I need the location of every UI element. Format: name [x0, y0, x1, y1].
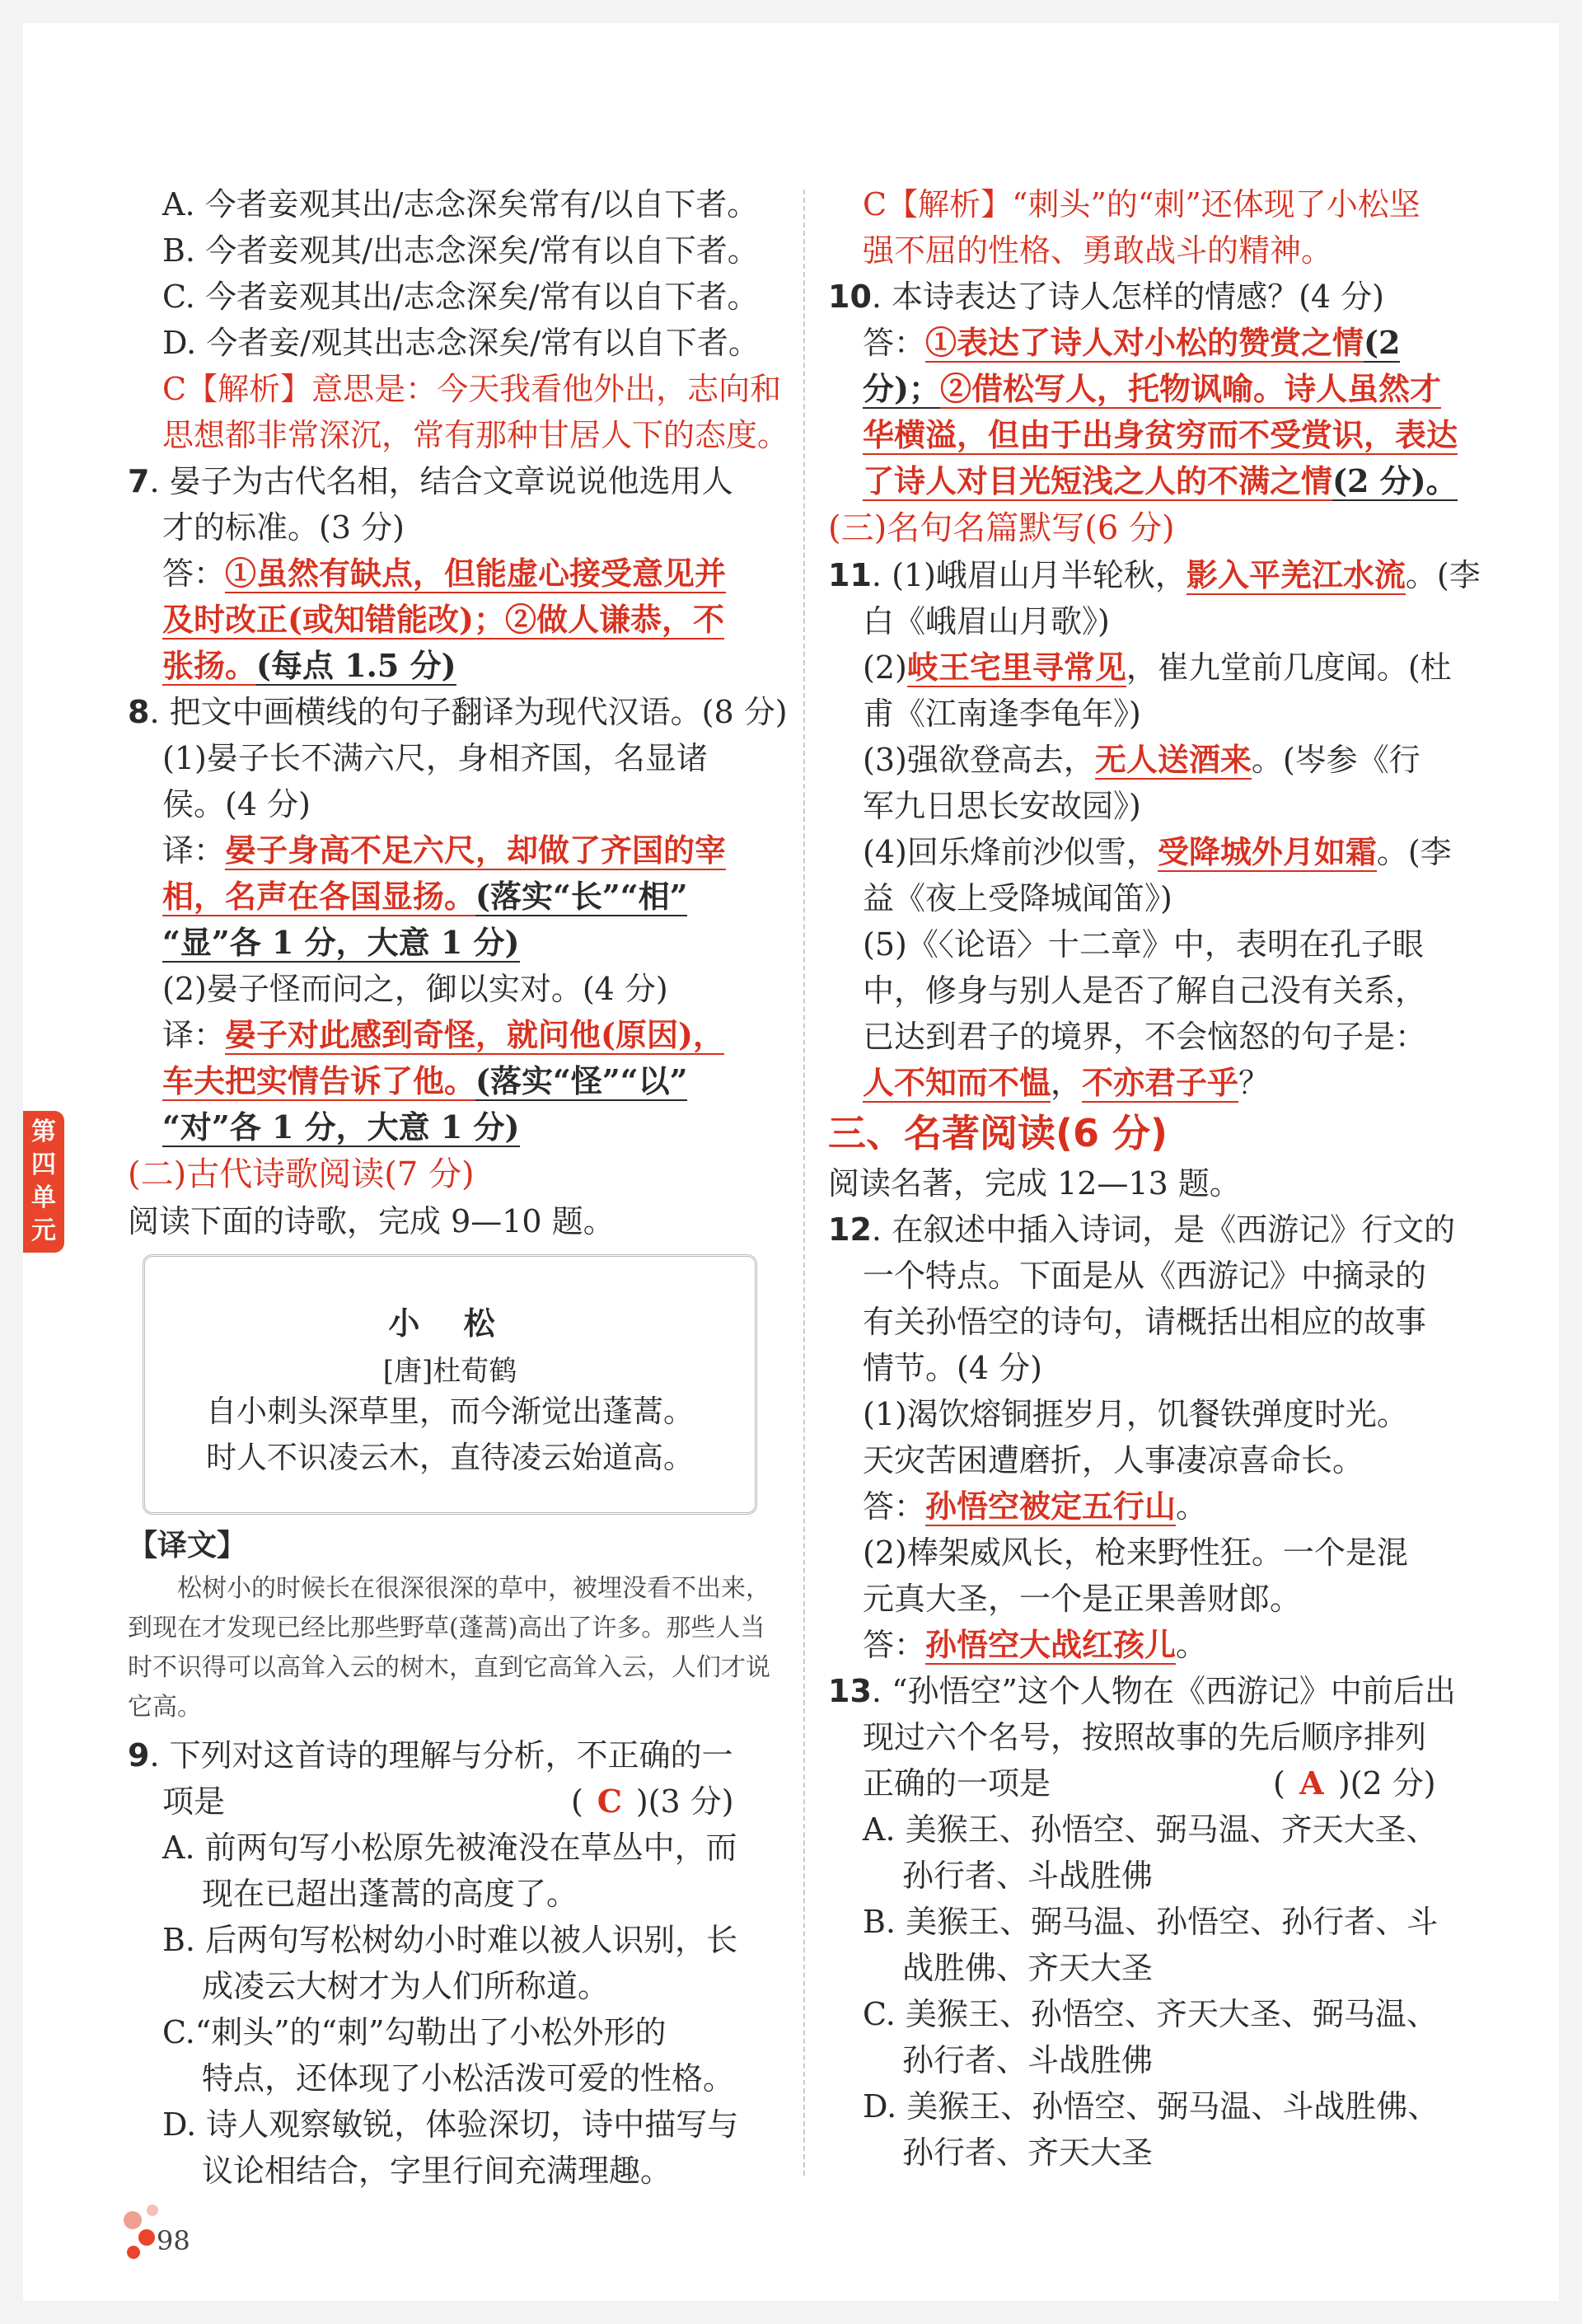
q11-item4-answer: 受降城外月如霜 — [1157, 833, 1377, 870]
q9-number: 9 — [128, 1737, 150, 1773]
q11-item2-line2: 甫《江南逢李龟年》) — [863, 696, 1141, 732]
q11-item4-post: 。(李 — [1376, 834, 1452, 870]
q8-s2-answer-line1: 晏子对此感到奇怪，就问他(原因)， — [225, 1016, 724, 1053]
q8-s1-note: (落实“长”“相” — [475, 878, 688, 915]
q8-sentence1: (1)晏子长不满六尺，身相齐国，名显诸 — [162, 740, 708, 776]
q13-option-c: C. 美猴王、孙悟空、齐天大圣、弼马温、 — [863, 1996, 1438, 2032]
q8-s2-note: (落实“怪”“以” — [475, 1062, 688, 1099]
q11-item3-pre: (3)强欲登高去， — [863, 742, 1095, 778]
q12-poem1-line1: (1)渴饮熔铜捱岁月，饥餐铁弹度时光。 — [863, 1396, 1408, 1432]
q8-sentence1-line2: 侯。(4 分) — [162, 786, 311, 822]
q13-option-b: B. 美猴王、弼马温、孙悟空、孙行者、斗 — [863, 1904, 1439, 1940]
q11-item4-pre: (4)回乐烽前沙似雪， — [863, 834, 1158, 870]
q13-option-b-line2: 战胜佛、齐天大圣 — [902, 1950, 1154, 1986]
q9-option-a-line2: 现在已超出蓬蒿的高度了。 — [202, 1876, 578, 1912]
q11-item2-answer: 岐王宅里寻常见 — [906, 649, 1126, 686]
q12-stem-line2: 一个特点。下面是从《西游记》中摘录的 — [863, 1258, 1427, 1294]
q10-answer-prefix: 答： — [863, 325, 926, 361]
q11-item5-end: ？ — [1238, 1065, 1271, 1101]
q7-stem: 晏子为古代名相，结合文章说说他选用人 — [169, 463, 733, 499]
q11-item3-answer: 无人送酒来 — [1094, 741, 1252, 778]
q13-number: 13 — [828, 1673, 872, 1709]
q13-option-a: A. 美猴王、孙悟空、弼马温、齐天大圣、 — [863, 1811, 1438, 1848]
q12-poem2-line1: (2)棒架威风长，枪来野性狂。一个是混 — [863, 1534, 1408, 1571]
q6-analysis-line2: 思想都非常深沉，常有那种甘居人下的态度。 — [162, 417, 789, 453]
q10-stem: 本诗表达了诗人怎样的情感？(4 分) — [892, 279, 1384, 315]
q10-answer-line2-score: 分)； — [863, 370, 940, 407]
q8-s2-note-line2: “对”各 1 分，大意 1 分) — [162, 1108, 520, 1146]
q13-option-d-line2: 孙行者、齐天大圣 — [902, 2134, 1154, 2171]
q9-answer-choice: C — [597, 1783, 622, 1820]
q11-number: 11 — [828, 557, 872, 593]
q6-option-a: A. 今者妾观其出/志念深矣常有/以自下者。 — [162, 186, 759, 223]
q12-answer2: 孙悟空大战红孩儿 — [925, 1626, 1177, 1663]
q12-answer1: 孙悟空被定五行山 — [925, 1488, 1177, 1525]
q11-item3-post: 。(岑参《行 — [1251, 742, 1421, 778]
left-column: A. 今者妾观其出/志念深矣常有/以自下者。 B. 今者妾观其/出志念深矣/常有以自下者。 C. 今者妾观其出/志念深矣/常有以自下者。 D. 今者妾/观其出志念深矣/常有以自下者。 C【解析】意思是：今天我看他外出，志向和 思想都非常深沉，常有那种甘居人下的态度。 7. 晏子为古代名相，结合文章说说他选用人 才的标准。(3 分) 答：①虽然有缺点，但能虚心接受意见并 及时改正(或知错能改)；②做人谦恭，不 张扬。(每点 1.5 分) 8. 把文中画横线的句子翻译为现代汉语。(8 分) (1)晏子长不满六尺，身相齐国，名显诸 侯。(4 分) 译：晏子身高不足六尺，却做了齐国的宰 相，名声在各国显扬。(落实“长”“相” “显”各 1 分，大意 1 分) (2)晏子怪而问之，御以实对。(4 分) 译：晏子对此感到奇怪，就问他(原因)， 车夫把实情告诉了他。(落实“怪”“以” “对”各 1 分，大意 1 分) (二)古代诗歌阅读(7 分) 阅读下面的诗歌，完成 9—10 题。 小 松 [唐]杜荀鹤 自小刺头深草里，而今渐觉出蓬蒿。 时人不识凌云木，直待凌云始道高。 【译文】 松树小的时候长在很深很深的草中，被埋没看不出来，到现在才发现已经比那些野草(蓬蒿)高出了许多。那些人当时不识得可以高耸入云的树木，直到它高耸入云，人们才说它高。 9. 下列对这首诗的理解与分析，不正确的一 项是 ( C )(3 分) A. 前两句写小松原先被淹没在草丛中，而 现在已超出蓬蒿的高度了。 B. 后两句写松树幼小时难以被人识别，长 成凌云大树才为人们所称道。 C.“刺头”的“刺”勾勒出了小松外形的 特点，还体现了小松活泼可爱的性格。 D. 诗人观察敏锐，体验深切，诗中描写与 议论相结合，字里行间充满理趣。 — [128, 181, 779, 2194]
poem-line2: 时人不识凌云木，直待凌云始道高。 — [206, 1440, 694, 1475]
q10-number: 10 — [828, 279, 872, 315]
q6-option-d: D. 今者妾/观其出志念深矣/常有以自下者。 — [162, 325, 760, 361]
q11-item5-sep: ， — [1051, 1065, 1083, 1101]
page-number: 98 — [157, 2225, 190, 2256]
q8-s2-answer-line2: 车夫把实情告诉了他。 — [162, 1062, 476, 1099]
q9-paren-close: )(3 分) — [635, 1783, 734, 1820]
q9-analysis-line1: C【解析】“刺头”的“刺”还体现了小松坚 — [863, 186, 1421, 223]
q9-option-d-line2: 议论相结合，字里行间充满理趣。 — [202, 2153, 672, 2189]
q9-option-a: A. 前两句写小松原先被淹没在草丛中，而 — [162, 1830, 737, 1866]
q13-stem-line2: 现过六个名号，按照故事的先后顺序排列 — [863, 1719, 1427, 1755]
q12-stem: 在叙述中插入诗词，是《西游记》行文的 — [892, 1211, 1456, 1248]
q7-answer-prefix: 答： — [162, 555, 226, 592]
q9-option-d: D. 诗人观察敏锐，体验深切，诗中描写与 — [162, 2106, 739, 2143]
q11-item2-post: ，崔九堂前几度闻。(杜 — [1126, 649, 1452, 686]
q7-answer-line3: 张扬。 — [162, 647, 257, 684]
part3-intro: 阅读名著，完成 12—13 题。 — [828, 1165, 1241, 1202]
q13-option-d: D. 美猴王、孙悟空、弼马温、斗战胜佛、 — [863, 2088, 1439, 2125]
section2-intro: 阅读下面的诗歌，完成 9—10 题。 — [128, 1203, 615, 1239]
q8-sentence2: (2)晏子怪而问之，御以实对。(4 分) — [162, 971, 668, 1007]
q7-answer-line1: ①虽然有缺点，但能虚心接受意见并 — [225, 555, 727, 592]
q11-item2-pre: (2) — [863, 649, 907, 686]
q11-item5-answer2: 不亦君子乎 — [1082, 1064, 1239, 1101]
q13-option-a-line2: 孙行者、斗战胜佛 — [902, 1858, 1154, 1894]
q12-answer1-end: 。 — [1176, 1488, 1208, 1525]
q6-option-b: B. 今者妾观其/出志念深矣/常有以自下者。 — [162, 232, 759, 269]
q11-item1-answer: 影入平羌江水流 — [1186, 556, 1406, 593]
q7-answer-line2: 及时改正(或知错能改)；②做人谦恭，不 — [162, 601, 724, 638]
q12-number: 12 — [828, 1211, 872, 1248]
q11-item1-pre: (1)峨眉山月半轮秋， — [892, 557, 1186, 593]
unit-side-tab: 第四单元 — [23, 1111, 64, 1253]
q9-stem: 下列对这首诗的理解与分析，不正确的一 — [169, 1737, 733, 1773]
q12-poem2-line2: 元真大圣，一个是正果善财郎。 — [863, 1581, 1302, 1617]
q9-stem-line2: 项是 — [162, 1783, 226, 1820]
q10-answer-line4: 了诗人对目光短浅之人的不满之情 — [863, 462, 1333, 499]
q10-answer-line4-score: (2 分)。 — [1332, 462, 1458, 499]
column-divider — [803, 190, 805, 2176]
q8-s1-prefix: 译： — [162, 832, 226, 869]
q9-option-c: C.“刺头”的“刺”勾勒出了小松外形的 — [162, 2014, 667, 2050]
q8-s1-answer-line1: 晏子身高不足六尺，却做了齐国的宰 — [225, 832, 727, 869]
q12-stem-line4: 情节。(4 分) — [863, 1350, 1042, 1386]
q11-item5-line3: 已达到君子的境界，不会恼怒的句子是： — [863, 1019, 1427, 1055]
q12-answer2-prefix: 答： — [863, 1627, 926, 1663]
right-column: C【解析】“刺头”的“刺”还体现了小松坚 强不屈的性格、勇敢战斗的精神。 10. 本诗表达了诗人怎样的情感？(4 分) 答：①表达了诗人对小松的赞赏之情(2 分)；②借松写人，托物讽喻。诗人虽然才 华横溢，但由于出身贫穷而不受赏识，表达 了诗人对目光短浅之人的不满之情(2 分)。 (三)名句名篇默写(6 分) 11. (1)峨眉山月半轮秋，影入平羌江水流。(李 白《峨眉山月歌》) (2)岐王宅里寻常见，崔九堂前几度闻。(杜 甫《江南逢李龟年》) (3)强欲登高去，无人送酒来。(岑参《行 军九日思长安故园》) (4)回乐烽前沙似雪，受降城外月如霜。(李 益《夜上受降城闻笛》) (5)《〈论语〉十二章》中，表明在孔子眼 中，修身与别人是否了解自己没有关系， 已达到君子的境界，不会恼怒的句子是： 人不知而不愠，不亦君子乎？ 三、名著阅读(6 分) 阅读名著，完成 12—13 题。 12. 在叙述中插入诗词，是《西游记》行文的 一个特点。下面是从《西游记》中摘录的 有关孙悟空的诗句，请概括出相应的故事 情节。(4 分) (1)渴饮熔铜捱岁月，饥餐铁弹度时光。 天灾苦困遭磨折，人事凄凉喜命长。 答：孙悟空被定五行山。 (2)棒架威风长，枪来野性狂。一个是混 元真大圣，一个是正果善财郎。 答：孙悟空大战红孩儿。 13. “孙悟空”这个人物在《西游记》中前后出 现过六个名号，按照故事的先后顺序排列 正确的一项是 ( A )(2 分) A. 美猴王、孙悟空、弼马温、齐天大圣、 孙行者、斗战胜佛 B. 美猴王、弼马温、孙悟空、孙行者、斗 战胜佛、齐天大圣 C. 美猴王、孙悟空、齐天大圣、弼马温、 孙行者、斗战胜佛 D. 美猴王、孙悟空、弼马温、斗战胜佛、 孙行者、齐天大圣 — [828, 181, 1487, 2176]
part3-title: 三、名著阅读(6 分) — [828, 1111, 1168, 1155]
q13-answer-choice: A — [1299, 1764, 1324, 1802]
q13-option-c-line2: 孙行者、斗战胜佛 — [902, 2042, 1154, 2078]
translation-text: 松树小的时候长在很深很深的草中，被埋没看不出来，到现在才发现已经比那些野草(蓬蒿)高出了许多。那些人当时不识得可以高耸入云的树木，直到它高耸入云，人们才说它高。 — [128, 1574, 770, 1722]
q8-s2-prefix: 译： — [162, 1017, 226, 1053]
q13-paren-close: )(2 分) — [1337, 1765, 1436, 1802]
q11-item5-answer1: 人不知而不愠 — [863, 1064, 1051, 1101]
translation-heading: 【译文】 — [128, 1529, 247, 1563]
q11-item1-line2: 白《峨眉山月歌》) — [863, 603, 1110, 640]
q9-option-b-line2: 成凌云大树才为人们所称道。 — [202, 1968, 610, 2004]
q11-item3-line2: 军九日思长安故园》) — [863, 788, 1141, 824]
q9-option-c-line2: 特点，还体现了小松活泼可爱的性格。 — [202, 2060, 735, 2097]
section2-title: (二)古代诗歌阅读(7 分) — [128, 1155, 475, 1193]
q12-answer1-prefix: 答： — [863, 1488, 926, 1525]
q9-analysis-line2: 强不屈的性格、勇敢战斗的精神。 — [863, 232, 1333, 269]
q7-number: 7 — [128, 463, 150, 499]
q12-answer2-end: 。 — [1176, 1627, 1208, 1663]
poem-title: 小 松 — [388, 1305, 512, 1342]
q11-item1-post: 。(李 — [1405, 557, 1481, 593]
q6-analysis-line1: C【解析】意思是：今天我看他外出，志向和 — [162, 371, 782, 407]
q12-stem-line3: 有关孙悟空的诗句，请概括出相应的故事 — [863, 1304, 1427, 1340]
q7-stem-line2: 才的标准。(3 分) — [162, 509, 405, 546]
q9-paren-open: ( — [571, 1783, 583, 1820]
q11-item5-line1: (5)《〈论语〉十二章》中，表明在孔子眼 — [863, 926, 1424, 963]
poem-author: [唐]杜荀鹤 — [382, 1355, 517, 1388]
q12-poem1-line2: 天灾苦困遭磨折，人事凄凉喜命长。 — [863, 1442, 1364, 1478]
poem-box — [143, 1254, 757, 1515]
q6-option-c: C. 今者妾观其出/志念深矣/常有以自下者。 — [162, 279, 759, 315]
section3-title: (三)名句名篇默写(6 分) — [828, 509, 1175, 547]
q7-score-note: (每点 1.5 分) — [256, 647, 456, 684]
q10-answer-line1: ①表达了诗人对小松的赞赏之情 — [925, 324, 1364, 361]
q11-item4-line2: 益《夜上受降城闻笛》) — [863, 880, 1172, 916]
q13-stem: “孙悟空”这个人物在《西游记》中前后出 — [892, 1673, 1456, 1709]
q10-answer-line2: ②借松写人，托物讽喻。诗人虽然才 — [939, 370, 1441, 407]
q8-s1-note-line2: “显”各 1 分，大意 1 分) — [162, 924, 520, 961]
q13-paren-open: ( — [1273, 1765, 1285, 1802]
q10-answer-line1-score: (2 — [1364, 324, 1401, 361]
q13-stem-line3: 正确的一项是 — [863, 1765, 1051, 1802]
q8-s1-answer-line2: 相，名声在各国显扬。 — [162, 878, 476, 915]
poem-line1: 自小刺头深草里，而今渐觉出蓬蒿。 — [206, 1394, 694, 1429]
q8-number: 8 — [128, 694, 150, 730]
q10-answer-line3: 华横溢，但由于出身贫穷而不受赏识，表达 — [863, 416, 1458, 453]
q9-option-b: B. 后两句写松树幼小时难以被人识别，长 — [162, 1922, 738, 1958]
q11-item5-line2: 中，修身与别人是否了解自己没有关系， — [863, 972, 1427, 1009]
q8-stem: 把文中画横线的句子翻译为现代汉语。(8 分) — [169, 694, 788, 730]
